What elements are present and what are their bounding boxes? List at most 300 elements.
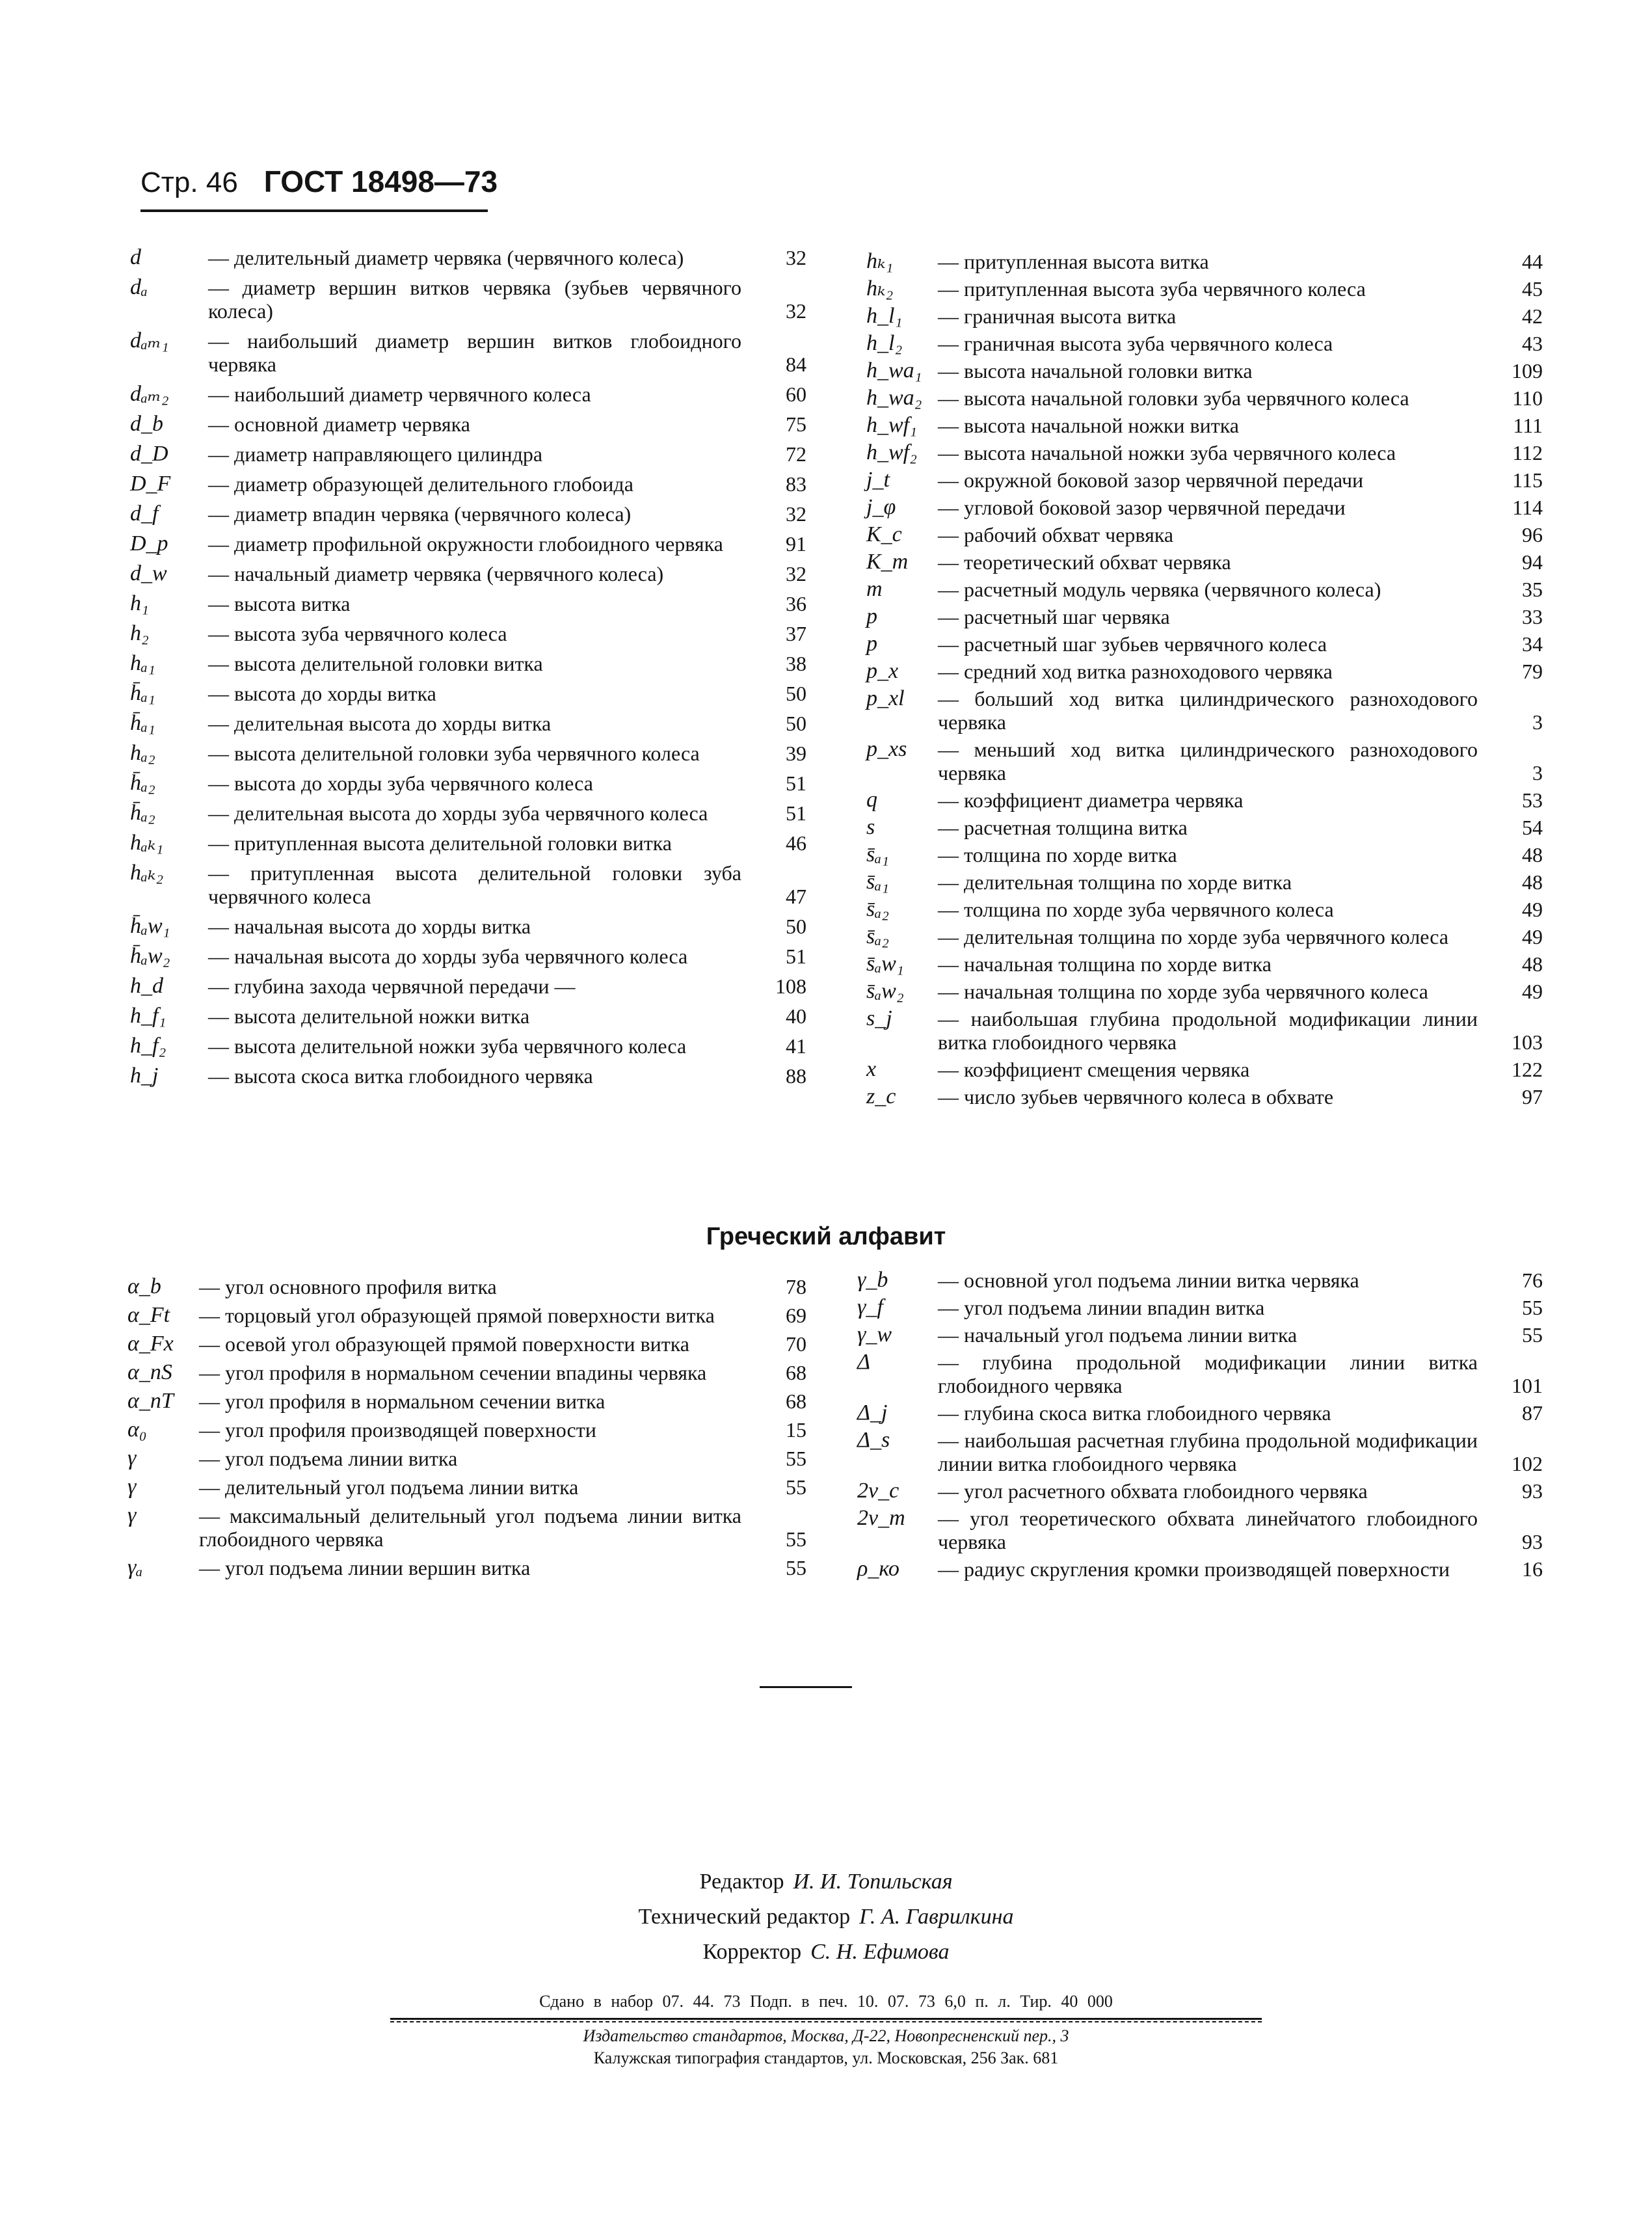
entry-description: — основной диаметр червяка (208, 412, 470, 436)
glossary-entry (866, 632, 1543, 656)
glossary-entry (130, 442, 806, 466)
entry-symbol: s̄ₐ₁ (866, 870, 889, 894)
entry-symbol: K_c (866, 522, 902, 546)
entry-description: — радиус скругления кромки производящей поверхности (938, 1557, 1450, 1581)
entry-symbol: α_nS (127, 1360, 172, 1384)
entry-symbol: 2ν_c (857, 1479, 899, 1503)
entry-symbol: α_b (127, 1274, 161, 1298)
entry-page-number: 35 (1522, 578, 1543, 601)
glossary-entry (857, 1350, 1543, 1397)
entry-symbol: h_wa₁ (866, 358, 922, 383)
glossary-entry (857, 1429, 1543, 1475)
glossary-entry (127, 1447, 806, 1470)
entry-symbol: dₐₘ₁ (130, 329, 169, 353)
entry-symbol: h_f₂ (130, 1034, 167, 1058)
glossary-entry (866, 414, 1543, 437)
entry-page-number: 33 (1522, 605, 1543, 628)
glossary-entry (127, 1361, 806, 1384)
glossary-entry (130, 276, 806, 323)
entry-description: — глубина захода червячной передачи — (208, 974, 576, 998)
entry-symbol: α₀ (127, 1417, 147, 1442)
entry-description: — коэффициент диаметра червяка (938, 788, 1244, 812)
entry-description: — больший ход витка цилиндрического разноходового червяка (938, 687, 1478, 734)
entry-page-number: 84 (786, 353, 806, 376)
entry-description: — начальная толщина по хорде витка (938, 952, 1272, 976)
entry-page-number: 36 (786, 592, 806, 615)
entry-description: — высота начальной ножки зуба червячного колеса (938, 441, 1396, 464)
entry-symbol: h_wa₂ (866, 386, 922, 410)
entry-description: — граничная высота витка (938, 304, 1177, 328)
entry-description: — торцовый угол образующей прямой поверхности витка (199, 1304, 715, 1327)
entry-page-number: 55 (1522, 1296, 1543, 1319)
entry-page-number: 40 (786, 1004, 806, 1028)
entry-symbol: hₖ₂ (866, 276, 894, 301)
entry-page-number: 42 (1522, 304, 1543, 328)
glossary-entry (130, 1034, 806, 1058)
entry-page-number: 122 (1512, 1058, 1543, 1081)
entry-symbol: γₐ (127, 1555, 143, 1579)
imprint-publisher: Издательство стандартов, Москва, Д-22, Новопресненский пер., 3 (583, 2026, 1069, 2045)
glossary-entry (866, 578, 1543, 601)
entry-page-number: 43 (1522, 332, 1543, 355)
glossary-entry (130, 712, 806, 735)
entry-symbol: γ (127, 1475, 137, 1499)
entry-description: — угол профиля производящей поверхности (199, 1418, 596, 1442)
entry-symbol: x (866, 1057, 877, 1081)
glossary-entry (130, 383, 806, 406)
glossary-entry (127, 1389, 806, 1413)
entry-description: — меньший ход витка цилиндрического разноходового червяка (938, 738, 1478, 785)
entry-symbol: Δ_s (857, 1428, 890, 1452)
entry-symbol: 2ν_т (857, 1506, 905, 1530)
entry-page-number: 48 (1522, 870, 1543, 894)
credits-block (0, 1864, 1652, 1970)
entry-page-number: 16 (1522, 1557, 1543, 1581)
entry-symbol: h_wf₁ (866, 413, 917, 437)
entry-symbol: h̄ₐ₂ (130, 801, 155, 825)
entry-page-number: 49 (1522, 980, 1543, 1003)
header-rule (140, 209, 488, 212)
entry-description: — число зубьев червячного колеса в обхвате (938, 1085, 1334, 1108)
entry-description: — расчетный шаг зубьев червячного колеса (938, 632, 1327, 656)
entry-symbol: γ_b (857, 1268, 888, 1292)
entry-description: — притупленная высота витка (938, 250, 1209, 273)
glossary-entry (130, 329, 806, 376)
entry-page-number: 96 (1522, 523, 1543, 546)
entry-page-number: 55 (786, 1527, 806, 1551)
glossary-entry (130, 974, 806, 998)
entry-symbol: h̄ₐw₂ (130, 944, 170, 968)
entry-description: — начальная высота до хорды зуба червячного колеса (208, 945, 688, 968)
entry-symbol: dₐ (130, 275, 148, 299)
glossary-entry (857, 1479, 1543, 1503)
entry-description: — высота витка (208, 592, 351, 615)
entry-symbol: K_т (866, 550, 909, 574)
glossary-entry (130, 682, 806, 705)
entry-page-number: 88 (786, 1064, 806, 1088)
credit-proofreader: Корректор С. Н. Ефимова (702, 1940, 950, 1964)
entry-description: — окружной боковой зазор червячной передачи (938, 468, 1364, 492)
entry-symbol: hₐ₂ (130, 741, 155, 765)
entry-description: — диаметр направляющего цилиндра (208, 442, 543, 466)
entry-page-number: 45 (1522, 277, 1543, 301)
entry-page-number: 54 (1522, 816, 1543, 839)
entry-description: — делительная толщина по хорде витка (938, 870, 1292, 894)
entry-symbol: s̄ₐ₂ (866, 924, 889, 948)
glossary-entry (127, 1275, 806, 1298)
entry-page-number: 32 (786, 562, 806, 585)
entry-symbol: s_j (866, 1006, 892, 1030)
entry-page-number: 70 (786, 1332, 806, 1356)
entry-symbol: j_φ (866, 495, 896, 519)
entry-symbol: γ_f (857, 1295, 883, 1319)
entry-description: — наибольший диаметр вершин витков глобоидного червяка (208, 329, 741, 376)
entry-symbol: h_j (130, 1064, 159, 1088)
entry-symbol: dₐₘ₂ (130, 382, 169, 406)
entry-page-number: 53 (1522, 788, 1543, 812)
entry-description: — диаметр профильной окружности глобоидного червяка (208, 532, 723, 556)
entry-description: — начальная высота до хорды витка (208, 915, 531, 938)
entry-symbol: h_l₁ (866, 304, 903, 328)
glossary-entry (130, 592, 806, 615)
entry-page-number: 55 (1522, 1323, 1543, 1347)
entry-description: — наибольшая глубина продольной модификации линии витка глобоидного червяка (938, 1007, 1478, 1054)
entry-description: — высота начальной ножки витка (938, 414, 1239, 437)
entry-description: — диаметр образующей делительного глобоида (208, 472, 633, 496)
entry-page-number: 50 (786, 915, 806, 938)
glossary-entry (866, 843, 1543, 866)
entry-symbol: h̄ₐw₁ (130, 914, 170, 938)
entry-description: — наибольший диаметр червячного колеса (208, 383, 591, 406)
entry-description: — делительная высота до хорды витка (208, 712, 552, 735)
entry-page-number: 87 (1522, 1401, 1543, 1425)
imprint-printer: Калужская типография стандартов, ул. Московская, 256 Зак. 681 (593, 2048, 1059, 2067)
entry-symbol: s̄ₐ₁ (866, 842, 889, 866)
glossary-entry (866, 1007, 1543, 1054)
glossary-entry (130, 945, 806, 968)
entry-symbol: d_f (130, 502, 159, 526)
entry-symbol: ρ_ко (857, 1557, 899, 1581)
glossary-entry (866, 496, 1543, 519)
entry-page-number: 94 (1522, 550, 1543, 574)
entry-description: — высота скоса витка глобоидного червяка (208, 1064, 593, 1088)
glossary-entry (866, 788, 1543, 812)
glossary-entry (866, 550, 1543, 574)
glossary-entry (866, 738, 1543, 785)
entry-symbol: p_x (866, 659, 899, 683)
entry-page-number: 49 (1522, 898, 1543, 921)
entry-page-number: 50 (786, 682, 806, 705)
entry-page-number: 48 (1522, 843, 1543, 866)
entry-symbol: d_b (130, 412, 163, 436)
glossary-entry (130, 472, 806, 496)
entry-description: — угловой боковой зазор червячной передачи (938, 496, 1346, 519)
entry-page-number: 55 (786, 1447, 806, 1470)
entry-description: — глубина продольной модификации линии витка глобоидного червяка (938, 1350, 1478, 1397)
entry-symbol: h̄ₐ₁ (130, 681, 155, 705)
page-number: Стр. 46 (140, 167, 238, 198)
entry-page-number: 3 (1532, 761, 1543, 785)
end-divider (760, 1686, 852, 1688)
glossary-entry (857, 1268, 1543, 1292)
glossary-entry (857, 1296, 1543, 1319)
entry-symbol: p (866, 604, 877, 628)
entry-symbol: D_F (130, 472, 171, 496)
glossary-entry (130, 861, 806, 908)
glossary-entry (857, 1401, 1543, 1425)
entry-description: — притупленная высота зуба червячного колеса (938, 277, 1366, 301)
entry-page-number: 97 (1522, 1085, 1543, 1108)
glossary-entry (130, 246, 806, 269)
entry-page-number: 3 (1532, 710, 1543, 734)
entry-symbol: h_d (130, 974, 163, 998)
glossary-entry (130, 1004, 806, 1028)
entry-page-number: 37 (786, 622, 806, 645)
credit-editor: Редактор И. И. Топильская (699, 1870, 953, 1894)
standard-code: ГОСТ 18498—73 (263, 165, 498, 198)
entry-description: — притупленная высота делительной головки витка (208, 831, 672, 855)
entry-symbol: hₐₖ₂ (130, 861, 164, 885)
entry-page-number: 76 (1522, 1268, 1543, 1292)
glossary-entry (130, 502, 806, 526)
entry-description: — коэффициент смещения червяка (938, 1058, 1250, 1081)
entry-description: — делительный диаметр червяка (червячного колеса) (208, 246, 684, 269)
glossary-entry (866, 952, 1543, 976)
glossary-entry (130, 1064, 806, 1088)
entry-symbol: p_xs (866, 737, 907, 761)
entry-page-number: 68 (786, 1389, 806, 1413)
glossary-entry (866, 441, 1543, 464)
entry-description: — осевой угол образующей прямой поверхности витка (199, 1332, 689, 1356)
entry-description: — угол подъема линии вершин витка (199, 1556, 531, 1579)
entry-symbol: Δ (857, 1350, 870, 1374)
glossary-entry (127, 1418, 806, 1442)
entry-symbol: d (130, 245, 141, 269)
entry-description: — высота начальной головки зуба червячного колеса (938, 386, 1409, 410)
entry-page-number: 55 (786, 1475, 806, 1499)
entry-description: — диаметр впадин червяка (червячного колеса) (208, 502, 632, 526)
glossary-entry (127, 1332, 806, 1356)
entry-page-number: 60 (786, 383, 806, 406)
entry-page-number: 47 (786, 885, 806, 908)
entry-description: — начальная толщина по хорде зуба червячного колеса (938, 980, 1428, 1003)
glossary-entry (866, 870, 1543, 894)
entry-description: — высота до хорды витка (208, 682, 436, 705)
entry-page-number: 55 (786, 1556, 806, 1579)
glossary-entry (127, 1304, 806, 1327)
entry-symbol: hₐ₁ (130, 651, 155, 675)
entry-page-number: 93 (1522, 1530, 1543, 1553)
entry-symbol: α_Ft (127, 1303, 170, 1327)
entry-symbol: h̄ₐ₁ (130, 711, 155, 735)
entry-description: — высота до хорды зуба червячного колеса (208, 772, 593, 795)
greek-symbols-right-column (857, 1268, 1543, 1585)
glossary-entry (130, 831, 806, 855)
glossary-entry (857, 1507, 1543, 1553)
entry-symbol: α_Fx (127, 1332, 174, 1356)
glossary-entry (866, 925, 1543, 948)
entry-symbol: h_l₂ (866, 331, 903, 355)
entry-page-number: 110 (1512, 386, 1543, 410)
entry-symbol: d_D (130, 442, 168, 466)
entry-description: — угол профиля в нормальном сечении витка (199, 1389, 606, 1413)
glossary-entry (130, 412, 806, 436)
glossary-entry (866, 386, 1543, 410)
imprint-block (390, 1991, 1262, 2069)
entry-symbol: hₖ₁ (866, 249, 894, 273)
glossary-entry (866, 898, 1543, 921)
entry-page-number: 78 (786, 1275, 806, 1298)
entry-page-number: 49 (1522, 925, 1543, 948)
glossary-entry (866, 304, 1543, 328)
entry-description: — угол подъема линии впадин витка (938, 1296, 1265, 1319)
glossary-entry (866, 359, 1543, 383)
glossary-entry (130, 742, 806, 765)
entry-symbol: h̄ₐ₂ (130, 771, 155, 795)
entry-page-number: 34 (1522, 632, 1543, 656)
entry-page-number: 83 (786, 472, 806, 496)
glossary-entry (127, 1504, 806, 1551)
entry-page-number: 69 (786, 1304, 806, 1327)
entry-page-number: 75 (786, 412, 806, 436)
entry-page-number: 51 (786, 945, 806, 968)
entry-symbol: γ (127, 1503, 137, 1527)
entry-symbol: s̄ₐw₁ (866, 952, 904, 976)
entry-description: — диаметр вершин витков червяка (зубьев червячного колеса) (208, 276, 741, 323)
entry-symbol: Δ_j (857, 1401, 888, 1425)
entry-symbol: p_xl (866, 686, 905, 710)
entry-symbol: h₂ (130, 621, 149, 645)
imprint-rule (390, 2018, 1262, 2020)
glossary-entry (866, 816, 1543, 839)
greek-alphabet-title: Греческий алфавит (706, 1223, 946, 1250)
entry-page-number: 102 (1512, 1452, 1543, 1475)
glossary-entry (130, 801, 806, 825)
entry-description: — высота делительной ножки витка (208, 1004, 530, 1028)
glossary-entry (130, 622, 806, 645)
entry-symbol: m (866, 577, 883, 601)
entry-page-number: 79 (1522, 660, 1543, 683)
entry-page-number: 111 (1513, 414, 1543, 437)
entry-description: — толщина по хорде зуба червячного колеса (938, 898, 1334, 921)
entry-description: — притупленная высота делительной головки зуба червячного колеса (208, 861, 741, 908)
entry-page-number: 32 (786, 246, 806, 269)
entry-description: — расчетный модуль червяка (червячного колеса) (938, 578, 1381, 601)
entry-symbol: h₁ (130, 591, 149, 615)
entry-description: — делительная толщина по хорде зуба червячного колеса (938, 925, 1449, 948)
credit-tech-editor: Технический редактор Г. А. Гаврилкина (638, 1905, 1014, 1929)
glossary-entry (857, 1323, 1543, 1347)
entry-page-number: 48 (1522, 952, 1543, 976)
glossary-entry (866, 1085, 1543, 1108)
glossary-entry (866, 523, 1543, 546)
entry-description: — начальный диаметр червяка (червячного колеса) (208, 562, 664, 585)
page-header (140, 164, 498, 216)
entry-page-number: 103 (1512, 1030, 1543, 1054)
entry-symbol: d_w (130, 561, 167, 585)
entry-description: — основной угол подъема линии витка червяка (938, 1268, 1359, 1292)
glossary-entry (127, 1556, 806, 1579)
entry-description: — максимальный делительный угол подъема линии витка глобоидного червяка (199, 1504, 741, 1551)
entry-description: — наибольшая расчетная глубина продольной модификации линии витка глобоидного червяка (938, 1429, 1478, 1475)
entry-symbol: q (866, 788, 877, 812)
latin-symbols-left-column (130, 246, 806, 1094)
entry-page-number: 39 (786, 742, 806, 765)
glossary-entry (866, 1058, 1543, 1081)
entry-page-number: 38 (786, 652, 806, 675)
entry-page-number: 101 (1512, 1374, 1543, 1397)
entry-page-number: 108 (775, 974, 806, 998)
latin-symbols-right-column (866, 250, 1543, 1112)
imprint-print-data: Сдано в набор 07. 44. 73 Подп. в печ. 10. 07. 73 6,0 п. л. Тир. 40 000 (539, 1992, 1113, 2011)
entry-page-number: 41 (786, 1034, 806, 1058)
entry-symbol: z_c (866, 1084, 896, 1108)
glossary-entry (130, 532, 806, 556)
glossary-entry (127, 1475, 806, 1499)
glossary-entry (130, 652, 806, 675)
entry-symbol: j_t (866, 468, 890, 492)
glossary-entry (866, 250, 1543, 273)
entry-page-number: 115 (1512, 468, 1543, 492)
entry-page-number: 44 (1522, 250, 1543, 273)
glossary-entry (866, 980, 1543, 1003)
glossary-entry (866, 468, 1543, 492)
entry-page-number: 114 (1512, 496, 1543, 519)
glossary-entry (857, 1557, 1543, 1581)
entry-symbol: D_p (130, 531, 168, 556)
entry-description: — рабочий обхват червяка (938, 523, 1174, 546)
entry-description: — расчетная толщина витка (938, 816, 1188, 839)
entry-page-number: 46 (786, 831, 806, 855)
entry-symbol: h_f₁ (130, 1004, 167, 1028)
entry-description: — высота зуба червячного колеса (208, 622, 507, 645)
entry-page-number: 32 (786, 502, 806, 526)
glossary-entry (130, 562, 806, 585)
glossary-entry (130, 915, 806, 938)
entry-description: — угол профиля в нормальном сечении впадины червяка (199, 1361, 707, 1384)
entry-description: — высота делительной головки зуба червячного колеса (208, 742, 700, 765)
entry-description: — граничная высота зуба червячного колеса (938, 332, 1333, 355)
entry-page-number: 68 (786, 1361, 806, 1384)
entry-page-number: 91 (786, 532, 806, 556)
entry-symbol: γ (127, 1446, 137, 1470)
entry-description: — средний ход витка разноходового червяка (938, 660, 1333, 683)
entry-symbol: γ_w (857, 1322, 892, 1347)
glossary-entry (866, 687, 1543, 734)
entry-description: — угол подъема линии витка (199, 1447, 458, 1470)
entry-description: — угол основного профиля витка (199, 1275, 497, 1298)
entry-description: — угол расчетного обхвата глобоидного червяка (938, 1479, 1368, 1503)
entry-page-number: 51 (786, 772, 806, 795)
entry-symbol: s̄ₐw₂ (866, 979, 904, 1003)
entry-description: — угол теоретического обхвата линейчатого глобоидного червяка (938, 1507, 1478, 1553)
entry-description: — делительный угол подъема линии витка (199, 1475, 579, 1499)
entry-symbol: p (866, 632, 877, 656)
entry-description: — глубина скоса витка глобоидного червяка (938, 1401, 1331, 1425)
glossary-entry (866, 605, 1543, 628)
glossary-entry (130, 772, 806, 795)
entry-page-number: 51 (786, 801, 806, 825)
entry-page-number: 93 (1522, 1479, 1543, 1503)
entry-symbol: s (866, 815, 875, 839)
entry-page-number: 15 (786, 1418, 806, 1442)
entry-symbol: s̄ₐ₂ (866, 897, 889, 921)
entry-description: — высота начальной головки витка (938, 359, 1253, 383)
entry-symbol: α_nT (127, 1389, 174, 1413)
entry-description: — высота делительной ножки зуба червячного колеса (208, 1034, 687, 1058)
entry-description: — делительная высота до хорды зуба червячного колеса (208, 801, 708, 825)
entry-symbol: h_wf₂ (866, 440, 917, 464)
